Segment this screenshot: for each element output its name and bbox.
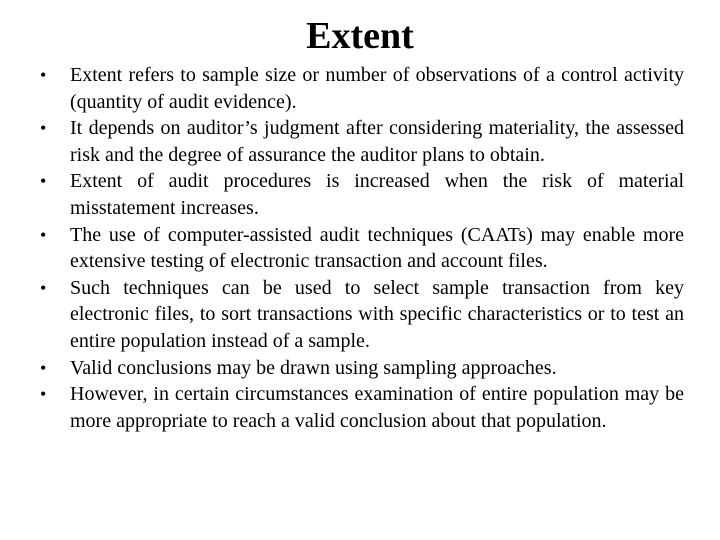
bullet-item bbox=[40, 275, 684, 355]
bullet-text: Extent of audit procedures is increased when the risk of material misstatement increases. bbox=[70, 170, 684, 219]
bullet-item bbox=[40, 381, 684, 434]
bullet-text: However, in certain circumstances examination of entire population may be more appropriate to reach a valid conclusion about that population. bbox=[70, 383, 684, 432]
bullet-icon: • bbox=[40, 277, 47, 298]
slide-title: Extent bbox=[306, 15, 414, 57]
bullet-item bbox=[40, 115, 684, 168]
bullet-text: It depends on auditor’s judgment after considering materiality, the assessed risk and the degree of assurance the auditor plans to obtain. bbox=[70, 117, 684, 166]
bullet-item bbox=[40, 62, 684, 115]
bullet-icon: • bbox=[40, 384, 47, 405]
bullet-text: Valid conclusions may be drawn using sampling approaches. bbox=[70, 356, 557, 379]
bullet-icon: • bbox=[40, 224, 47, 245]
bullet-item bbox=[40, 222, 684, 275]
bullet-text: Extent refers to sample size or number of observations of a control activity (quantity of audit evidence). bbox=[70, 64, 684, 113]
bullet-item bbox=[40, 168, 684, 221]
bullet-icon: • bbox=[40, 65, 47, 85]
bullet-text: The use of computer-assisted audit techniques (CAATs) may enable more extensive testing of electronic transaction and account files. bbox=[70, 223, 684, 273]
bullet-icon: • bbox=[40, 171, 47, 192]
bullet-icon: • bbox=[40, 357, 47, 378]
bullet-icon: • bbox=[40, 118, 47, 139]
bullet-text: Such techniques can be used to select sample transaction from key electronic files, to sort transactions with specific characteristics or to test an entire population instead of a sample. bbox=[70, 276, 684, 352]
bullet-list bbox=[40, 62, 684, 434]
bullet-item bbox=[40, 355, 684, 382]
